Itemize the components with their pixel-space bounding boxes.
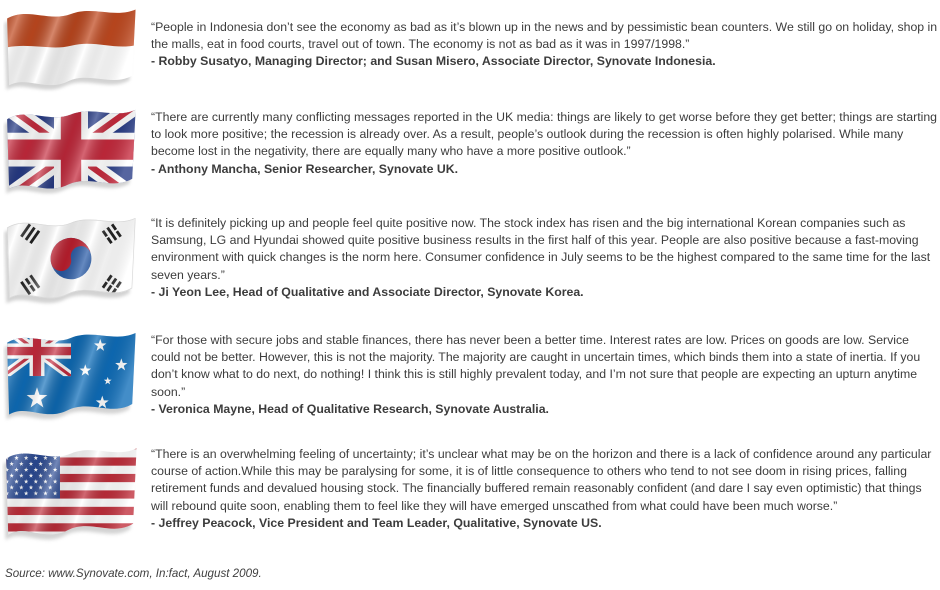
quote-text-uk: “There are currently many conflicting messages reported in the UK media: things are likely to get worse before they get better; things are starting to look more positive; the recession is already over. As a result, people’s outlook during the recession is often highly polarised. While many become lost in the negativity, there are equally many who have a more positive outlook.”: [151, 110, 938, 159]
quote-text-indonesia: “People in Indonesia don’t see the economy as bad as it’s blown up in the news and by pessimistic bean counters. We still go on holiday, shop in the malls, eat in food courts, travel out of town. The economy is not as bad as it was in 1997/1998.”: [151, 20, 938, 52]
quote-block-korea: [151, 215, 938, 301]
south-korea-flag-svg: [3, 211, 139, 311]
quote-block-us: [151, 446, 938, 532]
quote-attribution-korea: - Ji Yeon Lee, Head of Qualitative and Associate Director, Synovate Korea.: [151, 284, 584, 299]
uk-flag-svg: [3, 103, 139, 201]
quote-attribution-uk: - Anthony Mancha, Senior Researcher, Synovate UK.: [151, 161, 459, 176]
uk-flag-icon: [3, 103, 139, 201]
quote-attribution-us: - Jeffrey Peacock, Vice President and Team Leader, Qualitative, Synovate US.: [151, 515, 602, 530]
south-korea-flag-icon: [3, 211, 139, 311]
quote-attribution-australia: - Veronica Mayne, Head of Qualitative Research, Synovate Australia.: [151, 401, 549, 416]
source-note: Source: www.Synovate.com, In:fact, August 2009.: [5, 567, 262, 580]
quote-text-korea: “It is definitely picking up and people feel quite positive now. The stock index has risen and the big international Korean companies such as Samsung, LG and Hyundai showed quite positive business results in the first half of this year. People are also positive because a fast-moving environment with quick changes is the norm here. Consumer confidence in July seems to be the highest compared to the same time for the last seven years.”: [151, 216, 931, 282]
quote-block-australia: [151, 332, 938, 418]
quote-attribution-indonesia: - Robby Susatyo, Managing Director; and Susan Misero, Associate Director, Synovate Indonesia.: [151, 54, 716, 69]
quote-block-uk: [151, 109, 938, 178]
us-flag-icon: [2, 441, 140, 548]
indonesia-flag-icon: [3, 3, 139, 97]
australia-flag-svg: [3, 326, 139, 427]
us-flag-svg: [2, 441, 140, 548]
quote-text-australia: “For those with secure jobs and stable finances, there has never been a better time. Interest rates are low. Prices on goods are low. Service could not be better. However, this is not the majority. The majority are caught in uncertain times, which binds them into a state of inertia. If you don’t know what to do next, do nothing! I think this is still highly prevalent today, and I’m not sure that people are expecting an upturn anytime soon.”: [151, 333, 921, 399]
quote-text-us: “There is an overwhelming feeling of uncertainty; it’s unclear what may be on the horizon and there is a lack of confidence around any particular course of action.While this may be paralysing for some, it is of little consequence to others who tend to not see doom in rising prices, falling retirement funds and devalued housing stock. The financially buffered remain reasonably confident (and dare I say even optimistic) that things will rebound quite soon, enabling them to feel like they will have emerged unscathed from what could have been much worse.”: [151, 447, 932, 513]
indonesia-flag-svg: [3, 3, 139, 97]
australia-flag-icon: [3, 326, 139, 427]
quote-block-indonesia: [151, 19, 938, 71]
